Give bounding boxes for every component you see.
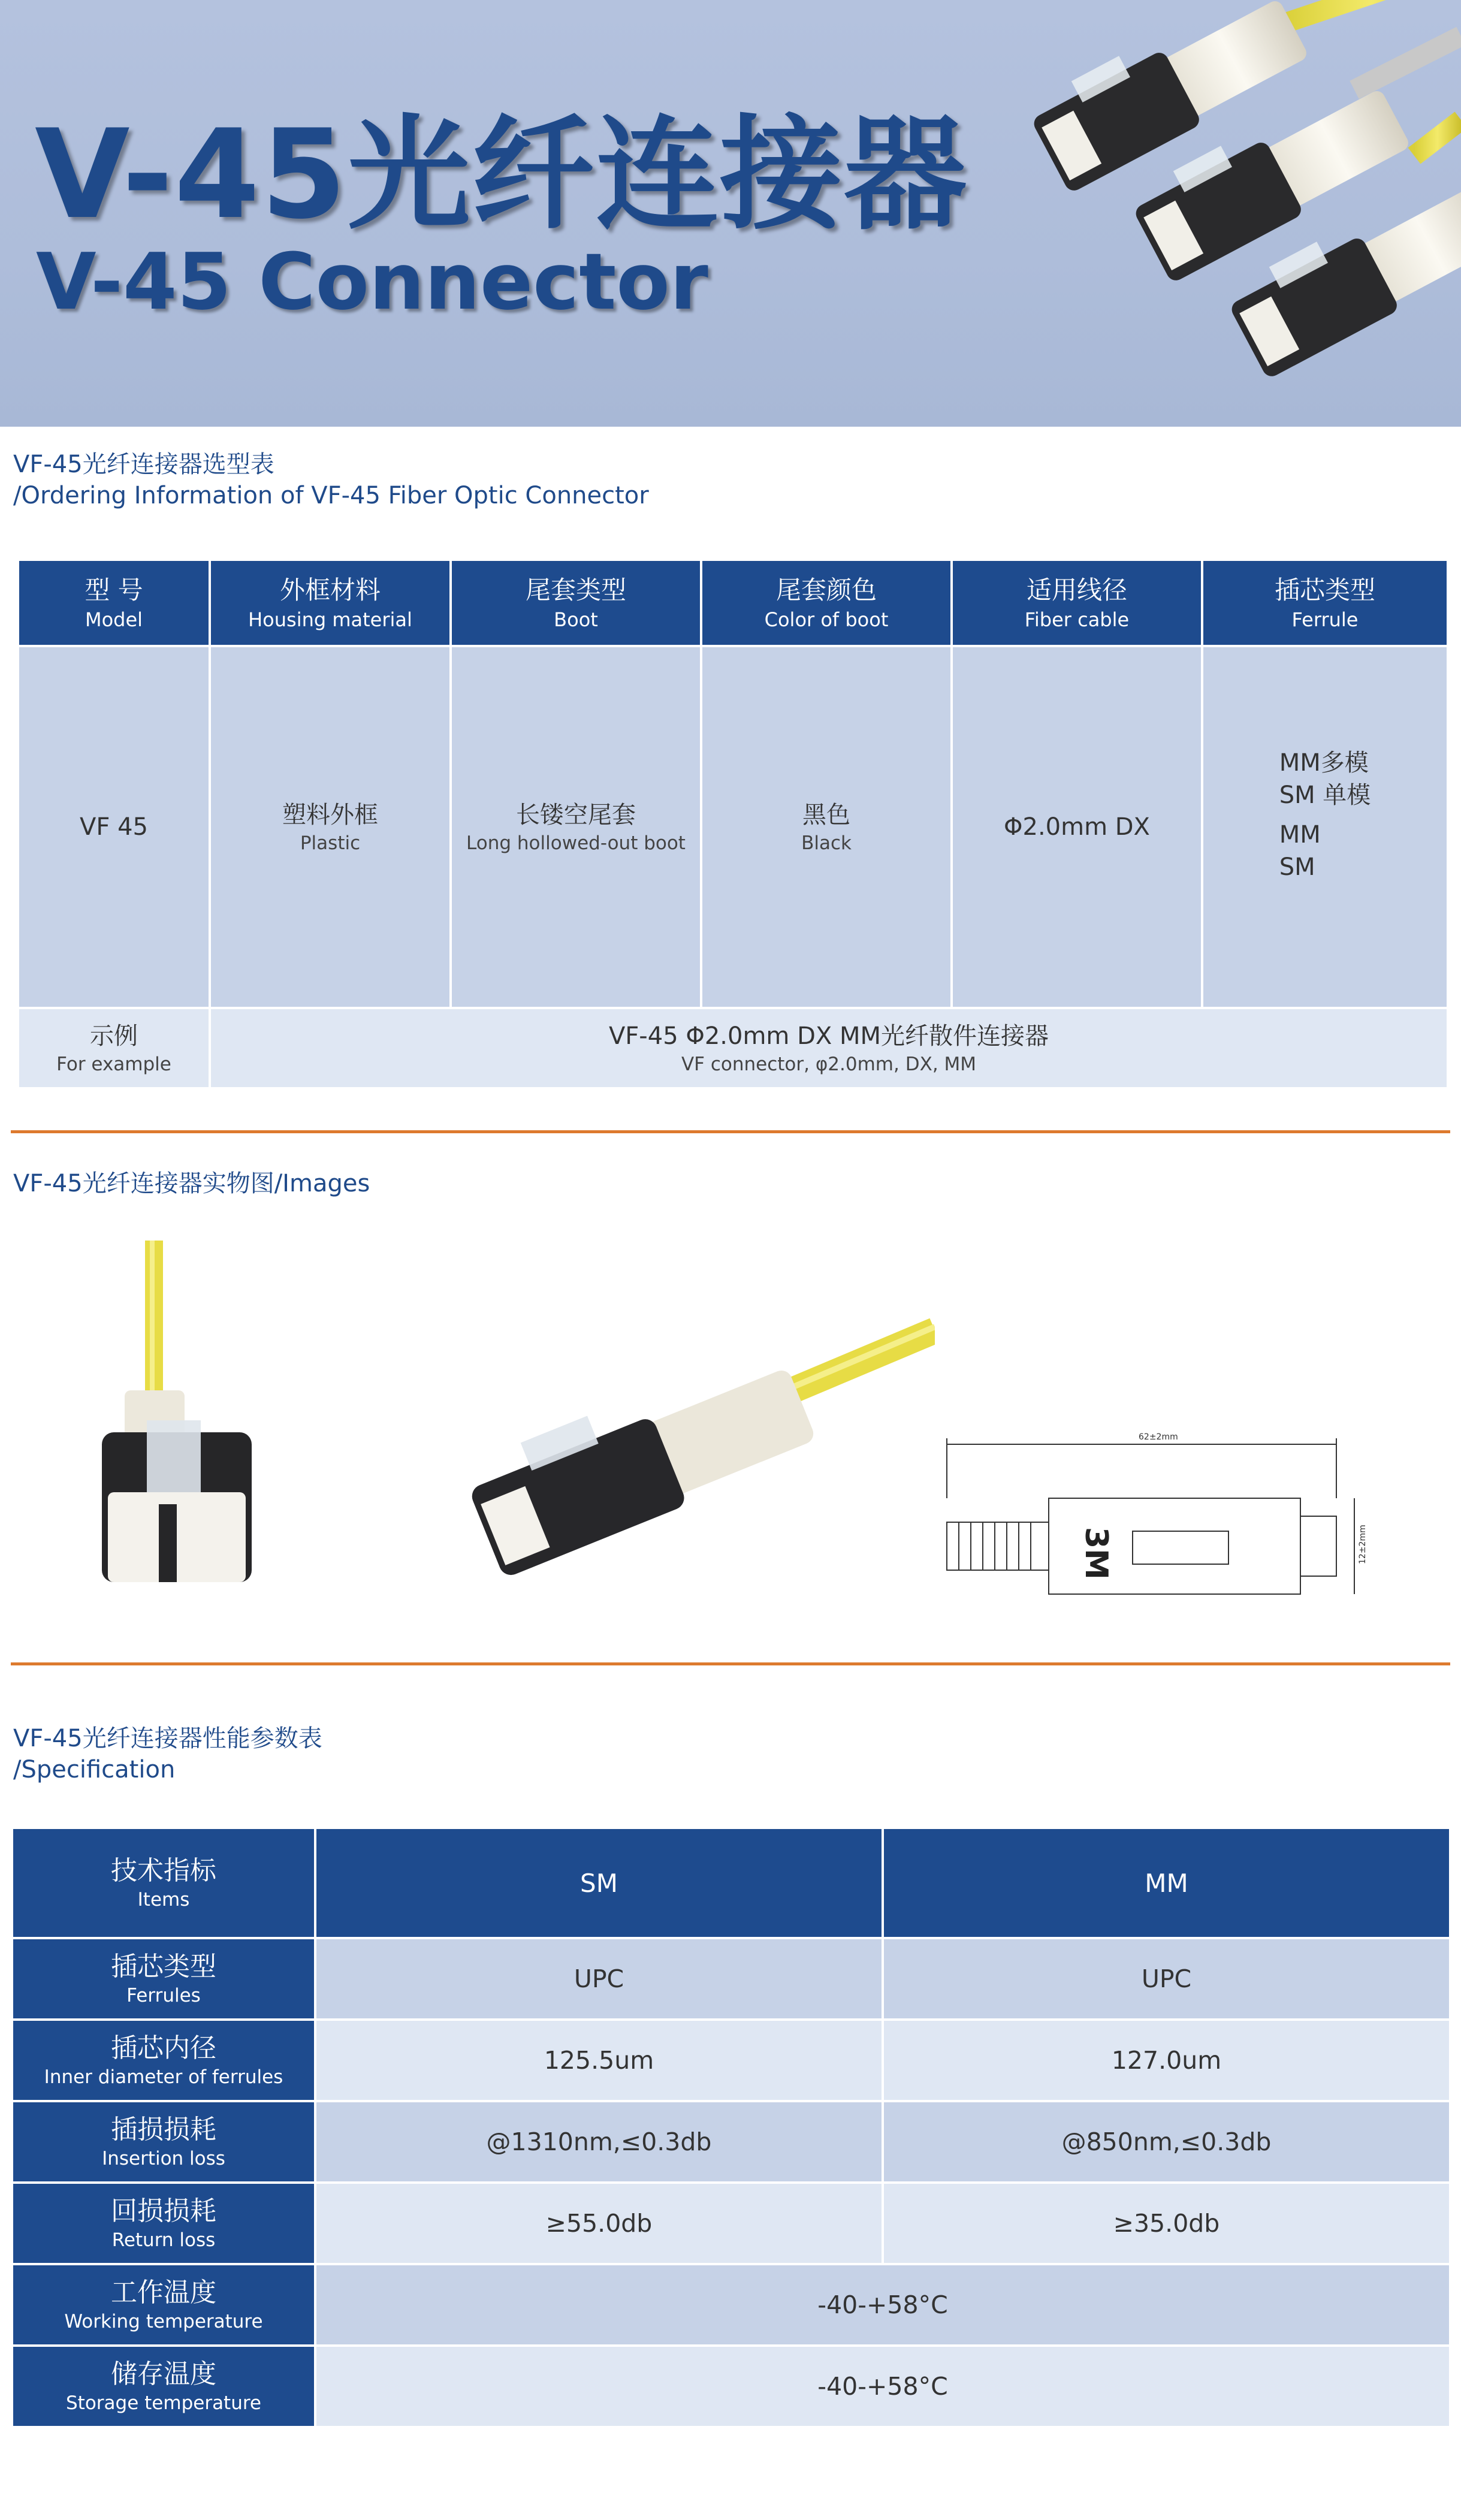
connector-side-photo bbox=[396, 1288, 935, 1600]
spec-value-mm: ≥35.0db bbox=[883, 2183, 1450, 2264]
ferrule-option: MM多模 bbox=[1279, 749, 1369, 777]
spec-value-sm: ≥55.0db bbox=[315, 2183, 883, 2264]
cell-boot-color: 黑色 Black bbox=[701, 646, 952, 1008]
col-header-boot-color: 尾套颜色 Color of boot bbox=[701, 560, 952, 646]
spec-row-label: 插损损耗 Insertion loss bbox=[12, 2101, 315, 2183]
col-header-ferrule: 插芯类型 Ferrule bbox=[1202, 560, 1448, 646]
spec-row bbox=[12, 2020, 1450, 2101]
cell-fiber-cable: Φ2.0mm DX bbox=[952, 646, 1202, 1008]
cell-boot: 长镂空尾套 Long hollowed-out boot bbox=[451, 646, 701, 1008]
spec-value-sm: 125.5um bbox=[315, 2020, 883, 2101]
dim-height-label: 12±2mm bbox=[1358, 1525, 1368, 1564]
ferrule-option: MM bbox=[1279, 821, 1321, 849]
ordering-table bbox=[17, 559, 1449, 1090]
ordering-heading-cn: VF-45光纤连接器选型表 bbox=[13, 451, 274, 478]
cell-ferrule bbox=[1202, 646, 1448, 1008]
banner-title-cn: V-45光纤连接器 bbox=[35, 104, 968, 246]
ordering-data-row bbox=[18, 646, 1448, 1008]
header-banner bbox=[0, 0, 1461, 427]
spec-heading-en: /Specification bbox=[13, 1756, 176, 1783]
banner-title-en: V-45 Connector bbox=[36, 236, 708, 327]
spec-value-mm: 127.0um bbox=[883, 2020, 1450, 2101]
spec-row bbox=[12, 2101, 1450, 2183]
cell-example-label: 示例 For example bbox=[18, 1008, 210, 1088]
section-divider bbox=[11, 1662, 1450, 1665]
dim-length-label: 62±2mm bbox=[1139, 1432, 1178, 1442]
images-heading: VF-45光纤连接器实物图/Images bbox=[13, 1170, 370, 1197]
spec-heading-cn: VF-45光纤连接器性能参数表 bbox=[13, 1725, 322, 1752]
col-header-boot: 尾套类型 Boot bbox=[451, 560, 701, 646]
spec-row-label: 工作温度 Working temperature bbox=[12, 2264, 315, 2346]
spec-value-sm: UPC bbox=[315, 1938, 883, 2020]
spec-row bbox=[12, 1938, 1450, 2020]
spec-value-mm: @850nm,≤0.3db bbox=[883, 2101, 1450, 2183]
spec-row-label: 插芯内径 Inner diameter of ferrules bbox=[12, 2020, 315, 2101]
ferrule-option: SM bbox=[1279, 853, 1315, 881]
cell-example-value: VF-45 Φ2.0mm DX MM光纤散件连接器 VF connector, φ2.0mm, DX, MM bbox=[210, 1008, 1448, 1088]
spec-row-label: 插芯类型 Ferrules bbox=[12, 1938, 315, 2020]
spec-header-sm: SM bbox=[315, 1828, 883, 1938]
spec-value-sm: @1310nm,≤0.3db bbox=[315, 2101, 883, 2183]
cell-model: VF 45 bbox=[18, 646, 210, 1008]
spec-header-mm: MM bbox=[883, 1828, 1450, 1938]
spec-value-both: -40-+58°C bbox=[315, 2264, 1450, 2346]
ordering-example-row bbox=[18, 1008, 1448, 1088]
spec-row bbox=[12, 2264, 1450, 2346]
spec-header-items: 技术指标 Items bbox=[12, 1828, 315, 1938]
ordering-header-row bbox=[18, 560, 1448, 646]
section-divider bbox=[11, 1130, 1450, 1133]
col-header-housing: 外框材料 Housing material bbox=[210, 560, 451, 646]
dim-brand-label: 3M bbox=[1078, 1527, 1114, 1580]
spec-table bbox=[11, 1827, 1451, 2428]
spec-row bbox=[12, 2183, 1450, 2264]
cell-housing: 塑料外框 Plastic bbox=[210, 646, 451, 1008]
dimension-drawing bbox=[935, 1426, 1390, 1606]
spec-row-label: 回损损耗 Return loss bbox=[12, 2183, 315, 2264]
spec-value-mm: UPC bbox=[883, 1938, 1450, 2020]
ordering-heading-en: /Ordering Information of VF-45 Fiber Optic Connector bbox=[13, 482, 649, 509]
spec-value-both: -40-+58°C bbox=[315, 2346, 1450, 2427]
col-header-fiber-cable: 适用线径 Fiber cable bbox=[952, 560, 1202, 646]
col-header-model: 型 号 Model bbox=[18, 560, 210, 646]
spec-row bbox=[12, 2346, 1450, 2427]
connector-front-photo bbox=[90, 1241, 264, 1588]
spec-row-label: 储存温度 Storage temperature bbox=[12, 2346, 315, 2427]
ferrule-option: SM 单模 bbox=[1279, 781, 1371, 809]
spec-header-row bbox=[12, 1828, 1450, 1938]
